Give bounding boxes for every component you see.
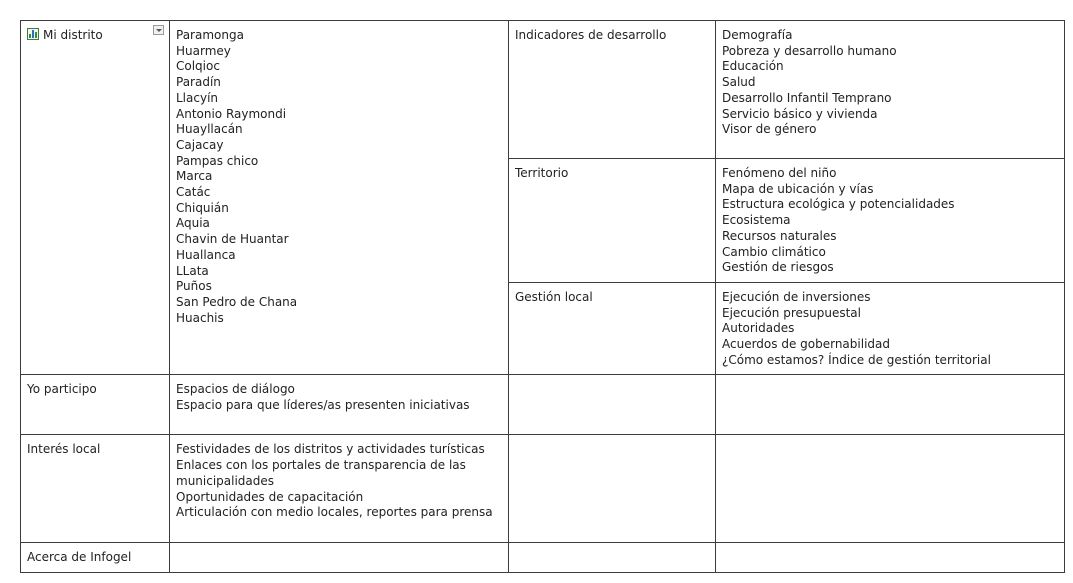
district-link-punos[interactable]: Puños — [176, 279, 212, 294]
menu-table — [20, 20, 1065, 573]
bar-chart-icon — [27, 28, 39, 40]
district-link-pampas-chico[interactable]: Pampas chico — [176, 153, 259, 168]
participo-link[interactable]: Espacio para que líderes/as presenten iniciativas — [176, 398, 470, 413]
row-mi-distrito — [21, 21, 1065, 159]
district-link-paramonga[interactable]: Paramonga — [176, 28, 244, 42]
mi-distrito-heading[interactable] — [27, 28, 163, 44]
interes-link[interactable]: Festividades de los distritos y actividades turísticas — [176, 442, 485, 457]
district-link-colqioc[interactable]: Colqioc — [176, 59, 220, 74]
interes-local-items-cell — [170, 435, 509, 543]
district-list-cell — [170, 21, 509, 375]
section-label-cell — [509, 159, 716, 283]
acerca-label[interactable]: Acerca de Infogel — [27, 550, 132, 565]
territorio-link[interactable]: Gestión de riesgos — [722, 260, 834, 275]
territorio-link[interactable]: Fenómeno del niño — [722, 166, 837, 180]
section-label-cell — [509, 282, 716, 375]
district-link-huallanca[interactable]: Huallanca — [176, 247, 236, 262]
district-link-san-pedro-de-chana[interactable]: San Pedro de Chana — [176, 294, 298, 309]
territorio-link[interactable]: Cambio climático — [722, 244, 826, 259]
yo-participo-items-cell — [170, 375, 509, 435]
section-items-cell — [716, 21, 1065, 159]
section-items-cell — [716, 282, 1065, 375]
indicador-link[interactable]: Visor de género — [722, 122, 817, 137]
dropdown-arrow-icon[interactable] — [153, 25, 164, 35]
gestion-link[interactable]: ¿Cómo estamos? Índice de gestión territorial — [722, 352, 991, 367]
district-link-antonio-raymondi[interactable]: Antonio Raymondi — [176, 106, 287, 121]
interes-link[interactable]: Oportunidades de capacitación — [176, 489, 364, 504]
acerca-cell — [21, 543, 170, 573]
indicador-link[interactable]: Desarrollo Infantil Temprano — [722, 90, 892, 105]
district-link-chavin-de-huantar[interactable]: Chavin de Huantar — [176, 232, 289, 247]
interes-link[interactable]: Articulación con medio locales, reportes para prensa — [176, 505, 493, 520]
section-label-cell — [509, 21, 716, 159]
district-link-marca[interactable]: Marca — [176, 169, 213, 184]
yo-participo-label[interactable]: Yo participo — [27, 382, 97, 397]
gestion-link[interactable]: Acuerdos de gobernabilidad — [722, 337, 890, 352]
empty-cell — [509, 543, 716, 573]
indicador-link[interactable]: Pobreza y desarrollo humano — [722, 43, 897, 58]
interes-local-label[interactable]: Interés local — [27, 442, 101, 457]
gestion-link[interactable]: Ejecución presupuestal — [722, 305, 861, 320]
district-link-chiquian[interactable]: Chiquián — [176, 200, 229, 215]
indicador-link[interactable]: Salud — [722, 75, 756, 90]
interes-local-cell — [21, 435, 170, 543]
empty-cell — [716, 435, 1065, 543]
empty-cell — [509, 435, 716, 543]
mi-distrito-header-cell — [21, 21, 170, 375]
participo-link[interactable]: Espacios de diálogo — [176, 382, 295, 397]
district-link-llacyin[interactable]: Llacyín — [176, 90, 219, 105]
territorio-link[interactable]: Mapa de ubicación y vías — [722, 181, 874, 196]
district-link-huachis[interactable]: Huachis — [176, 310, 224, 325]
interes-link[interactable]: Enlaces con los portales de transparencia de las municipalidades — [176, 458, 466, 488]
district-link-huarmey[interactable]: Huarmey — [176, 43, 231, 58]
territorio-link[interactable]: Recursos naturales — [722, 228, 837, 243]
empty-cell — [716, 375, 1065, 435]
row-yo-participo — [21, 375, 1065, 435]
district-link-catac[interactable]: Catác — [176, 185, 211, 200]
yo-participo-cell — [21, 375, 170, 435]
empty-cell — [509, 375, 716, 435]
section-label-territorio[interactable]: Territorio — [515, 166, 569, 180]
gestion-link[interactable]: Autoridades — [722, 321, 795, 336]
indicador-link[interactable]: Educación — [722, 59, 784, 74]
district-link-aquia[interactable]: Aquia — [176, 216, 210, 231]
mi-distrito-title: Mi distrito — [43, 28, 103, 42]
territorio-link[interactable]: Estructura ecológica y potencialidades — [722, 197, 955, 212]
district-link-huayllacan[interactable]: Huayllacán — [176, 122, 243, 137]
territorio-link[interactable]: Ecosistema — [722, 213, 791, 228]
section-label-gestion-local[interactable]: Gestión local — [515, 289, 593, 304]
section-items-cell — [716, 159, 1065, 283]
empty-cell — [716, 543, 1065, 573]
indicador-link[interactable]: Demografía — [722, 28, 793, 42]
district-link-llata[interactable]: LLata — [176, 263, 209, 278]
indicador-link[interactable]: Servicio básico y vivienda — [722, 106, 878, 121]
district-link-paradin[interactable]: Paradín — [176, 75, 221, 90]
empty-cell — [170, 543, 509, 573]
section-label-indicadores[interactable]: Indicadores de desarrollo — [515, 28, 667, 42]
row-acerca — [21, 543, 1065, 573]
gestion-link[interactable]: Ejecución de inversiones — [722, 289, 871, 304]
district-link-cajacay[interactable]: Cajacay — [176, 137, 224, 152]
row-interes-local — [21, 435, 1065, 543]
